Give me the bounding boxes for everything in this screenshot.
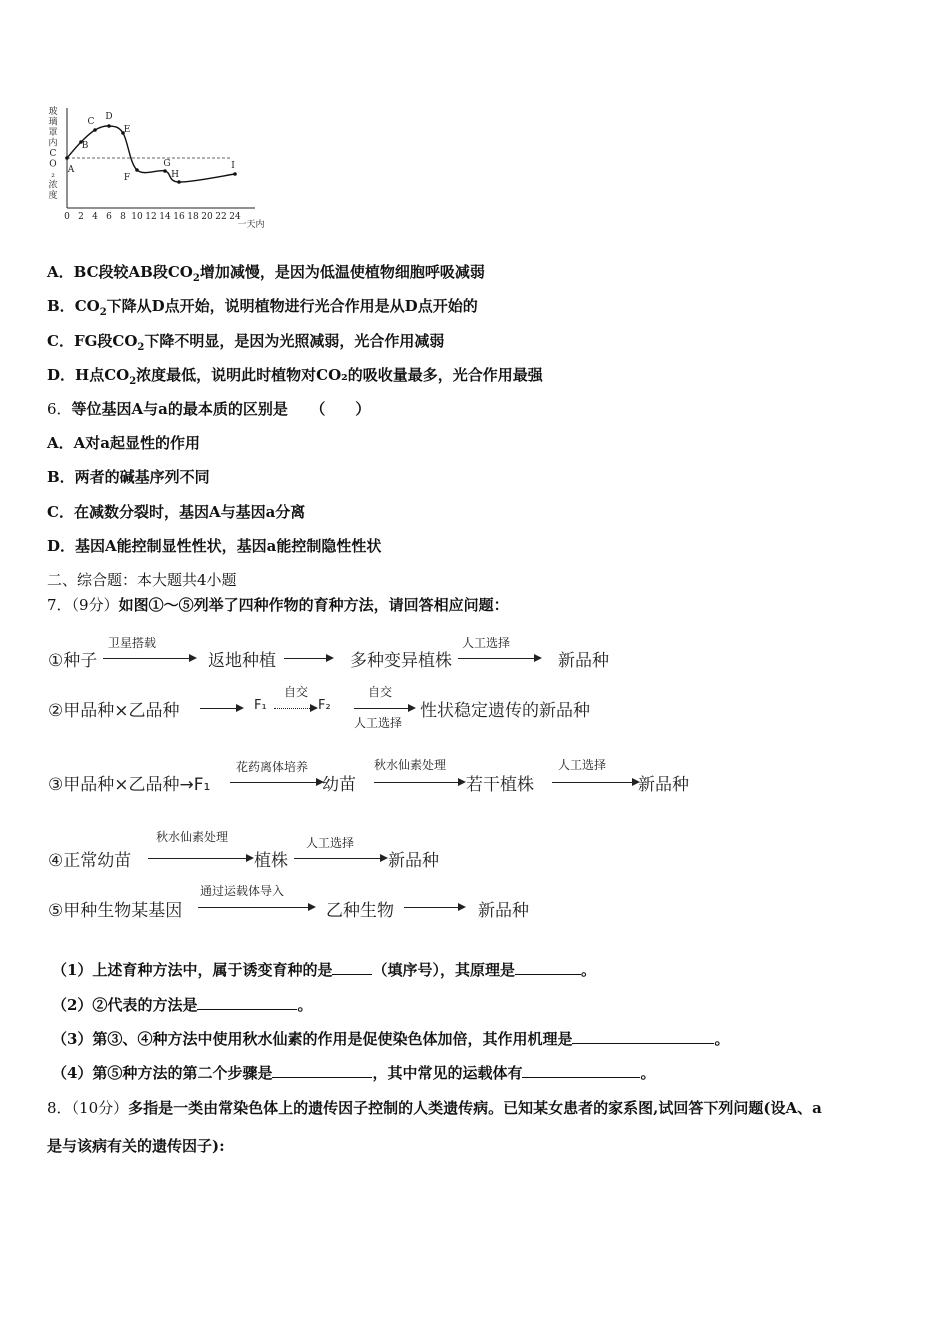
x-tick-label: 14 [159,212,171,222]
flow3-end: 新品种 [638,775,689,795]
flow1-step3: 多种变异植株 [350,651,452,671]
q5-option-d: D．H点$CO_2$浓度最低，说明此时植物对CO₂的吸收量最多，光合作用最强 [47,366,543,387]
flow1-arrow1-label: 卫星搭载 [108,636,157,650]
flow2-f2: F₂ [318,698,331,713]
q7-subq-4: （4）第⑤种方法的第二个步骤是 ，其中常见的运载体有 。 [52,1064,656,1082]
x-tick-label: 16 [173,212,185,222]
q6-stem: 6．等位基因A与a的最本质的区别是 （ ） [47,400,371,418]
data-point-h [177,180,181,184]
q6-option-c: C．在减数分裂时，基因A与基因a分离 [47,503,306,521]
flow2-arrow3-sublabel: 人工选择 [354,716,403,730]
data-point-a [65,156,69,160]
flow2-f1: F₁ [254,698,267,713]
flow4-end: 新品种 [388,851,439,871]
point-label-f: F [123,173,131,183]
flow3-arrow2 [374,782,464,783]
flow1-arrow1 [103,658,195,659]
data-point-f [135,168,139,172]
y-axis-label [48,105,57,201]
flow1-arrow3 [458,658,540,659]
flow3-arrow3 [552,782,638,783]
svg-text:玻璃罩内CO₂浓度: 玻璃罩内 C O ₂ 浓度 [48,107,58,201]
x-tick-label: 0 [64,212,70,222]
flow3-arrow2-label: 秋水仙素处理 [374,758,447,772]
answer-blank[interactable] [332,960,372,975]
answer-blank[interactable] [197,995,297,1010]
x-tick-label: 8 [120,212,126,222]
x-tick-label: 2 [78,212,84,222]
flow1-end: 新品种 [558,651,609,671]
flow5-arrow1 [198,907,314,908]
flow3-arrow3-label: 人工选择 [558,758,607,772]
flow4-arrow2 [294,858,386,859]
flow1-arrow3-label: 人工选择 [462,636,511,650]
flow4-start: ④正常幼苗 [48,851,132,871]
flow5-arrow1-label: 通过运载体导入 [200,884,285,898]
answer-blank[interactable] [522,1063,640,1078]
flow2-arrow3 [354,708,414,709]
point-label-b: B [81,141,89,151]
flow2-arrow2 [274,708,316,709]
breeding-flow-3 [48,754,748,814]
flow2-arrow1 [200,708,242,709]
data-point-d [107,124,111,128]
data-point-g [163,169,167,173]
point-label-e: E [123,125,131,135]
flow2-end: 性状稳定遗传的新品种 [420,701,590,721]
q7-subq-3: （3）第③、④种方法中使用秋水仙素的作用是促使染色体加倍，其作用机理是 。 [52,1030,730,1048]
q5-option-c: C．FG段$CO_2$下降不明显，是因为光照减弱，光合作用减弱 [47,332,445,353]
q7-stem: 7．（9分）如图①～⑤列举了四种作物的育种方法，请回答相应问题： [47,596,509,614]
x-tick-label: 4 [92,212,98,222]
point-label-d: D [105,112,113,122]
flow1-arrow2 [284,658,332,659]
x-tick-label: 18 [187,212,199,222]
flow4-arrow1 [148,858,252,859]
q7-subq-2: （2）②代表的方法是 。 [52,996,313,1014]
flow1-start: ①种子 [48,651,98,671]
x-tick-label: 10 [131,212,143,222]
data-point-i [233,172,237,176]
flow5-arrow2 [404,907,464,908]
x-axis-label: 一天内 [237,220,265,230]
answer-blank[interactable] [515,960,581,975]
data-point-c [93,128,97,132]
flow4-arrow1-label: 秋水仙素处理 [156,830,229,844]
section-2-heading: 二、综合题：本大题共4小题 [47,571,237,589]
q5-option-b: B．$CO_2$下降从D点开始，说明植物进行光合作用是从D点开始的 [47,297,478,318]
breeding-flow-4 [48,828,748,888]
breeding-flow-2 [48,680,748,740]
q7-subq-1: （1）上述育种方法中，属于诱变育种的是 （填序号），其原理是 。 [52,961,596,979]
q6-option-b: B．两者的碱基序列不同 [47,468,210,486]
flow4-step2: 植株 [254,851,288,871]
flow3-start: ③甲品种×乙品种→F₁ [48,775,211,795]
flow5-start: ⑤甲种生物某基因 [48,901,183,921]
flow3-step3: 若干植株 [466,775,534,795]
point-label-g: G [163,159,171,169]
flow2-start: ②甲品种×乙品种 [48,701,180,721]
x-tick-label: 12 [145,212,157,222]
flow4-arrow2-label: 人工选择 [306,836,355,850]
point-label-h: H [171,170,179,180]
x-tick-label: 6 [106,212,112,222]
flow1-step2: 返地种植 [208,651,276,671]
x-tick-label: 22 [215,212,227,222]
point-label-a: A [67,165,75,175]
flow2-arrow3-label: 自交 [368,685,393,699]
q5-option-a: A．BC段较AB段$CO_2$增加减慢，是因为低温使植物细胞呼吸减弱 [47,263,485,284]
co2-curve [67,126,235,182]
flow2-arrow2-label: 自交 [284,685,309,699]
flow3-arrow1 [230,782,322,783]
q6-option-a: A．A对a起显性的作用 [47,434,200,452]
q8-stem-line1: 8．（10分）多指是一类由常染色体上的遗传因子控制的人类遗传病。已知某女患者的家系图,试回答下列问题(设A、a [47,1099,822,1117]
co2-concentration-chart [45,100,275,235]
x-tick-label: 20 [201,212,213,222]
flow3-step2: 幼苗 [322,775,356,795]
x-tick-label: 24 [229,212,241,222]
breeding-flow-5 [48,880,748,940]
flow3-arrow1-label: 花药离体培养 [236,760,309,774]
q6-option-d: D．基因A能控制显性性状，基因a能控制隐性性状 [47,537,382,555]
point-label-i: I [231,161,235,171]
answer-blank[interactable] [572,1029,714,1044]
q8-stem-line2: 是与该病有关的遗传因子): [47,1137,225,1155]
point-label-c: C [87,117,95,127]
answer-blank[interactable] [272,1063,372,1078]
flow5-step2: 乙种生物 [326,901,394,921]
flow5-end: 新品种 [478,901,529,921]
